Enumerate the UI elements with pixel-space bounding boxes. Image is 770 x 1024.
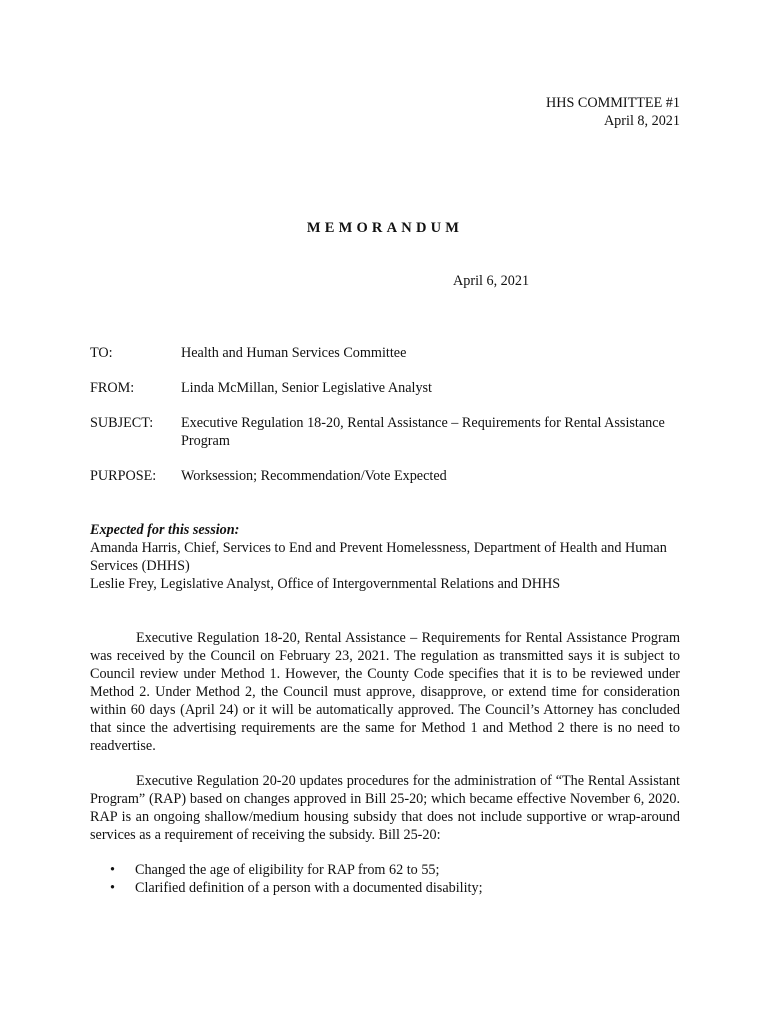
field-label: PURPOSE: [90, 468, 157, 484]
memo-fields [90, 344, 680, 502]
paragraph-1: Executive Regulation 18-20, Rental Assistance – Requirements for Rental Assistance Program was received by the Council on February 23, 2021. The regulation as transmitted says it is subject to Council review under Method 1. However, the County Code specifies that it is to be reviewed under Method 2. Under Method 2, the Council must approve, disapprove, or extend time for consideration within 60 days (April 24) or it will be automatically approved. The Council’s Attorney has concluded that since the advertising requirements are the same for Method 1 and Method 2 there is no need to readvertise. [90, 630, 680, 754]
bullet-icon: • [110, 862, 115, 878]
field-value: Linda McMillan, Senior Legislative Analyst [181, 380, 432, 396]
field-value: Executive Regulation 18-20, Rental Assistance – Requirements for Rental Assistance Program [181, 415, 665, 449]
field-from [90, 379, 680, 397]
field-to [90, 344, 680, 362]
bullet-icon: • [110, 880, 115, 896]
bill-changes-list [90, 861, 680, 897]
field-value: Health and Human Services Committee [181, 345, 407, 361]
field-label: FROM: [90, 380, 135, 396]
committee-name: HHS COMMITTEE #1 [546, 95, 680, 111]
paragraph-2: Executive Regulation 20-20 updates procedures for the administration of “The Rental Assistant Program” (RAP) based on changes approved in Bill 25-20; which became effective November 6, 2020. RAP is an ongoing shallow/medium housing subsidy that does not include supportive or wrap-around services as a requirement of receiving the subsidy. Bill 25-20: [90, 773, 680, 843]
memo-title: MEMORANDUM [306, 220, 464, 236]
list-item [90, 879, 680, 897]
attendee-harris: Amanda Harris, Chief, Services to End and Prevent Homelessness, Department of Health and Human Services (DHHS) [90, 540, 667, 574]
list-item-text: Clarified definition of a person with a documented disability; [135, 880, 483, 896]
list-item-text: Changed the age of eligibility for RAP from 62 to 55; [135, 862, 440, 878]
expected-label: Expected for this session: [90, 522, 240, 538]
list-item [90, 861, 680, 879]
field-label: SUBJECT: [90, 415, 154, 431]
committee-date: April 8, 2021 [603, 113, 680, 129]
memo-body [90, 629, 680, 897]
memo-date: April 6, 2021 [453, 273, 530, 289]
expected-attendees [90, 521, 680, 593]
field-value: Worksession; Recommendation/Vote Expected [181, 468, 447, 484]
field-purpose [90, 467, 680, 485]
field-label: TO: [90, 345, 113, 361]
field-subject [90, 414, 680, 450]
attendee-frey: Leslie Frey, Legislative Analyst, Office of Intergovernmental Relations and DHHS [90, 576, 561, 592]
committee-header [546, 94, 680, 130]
